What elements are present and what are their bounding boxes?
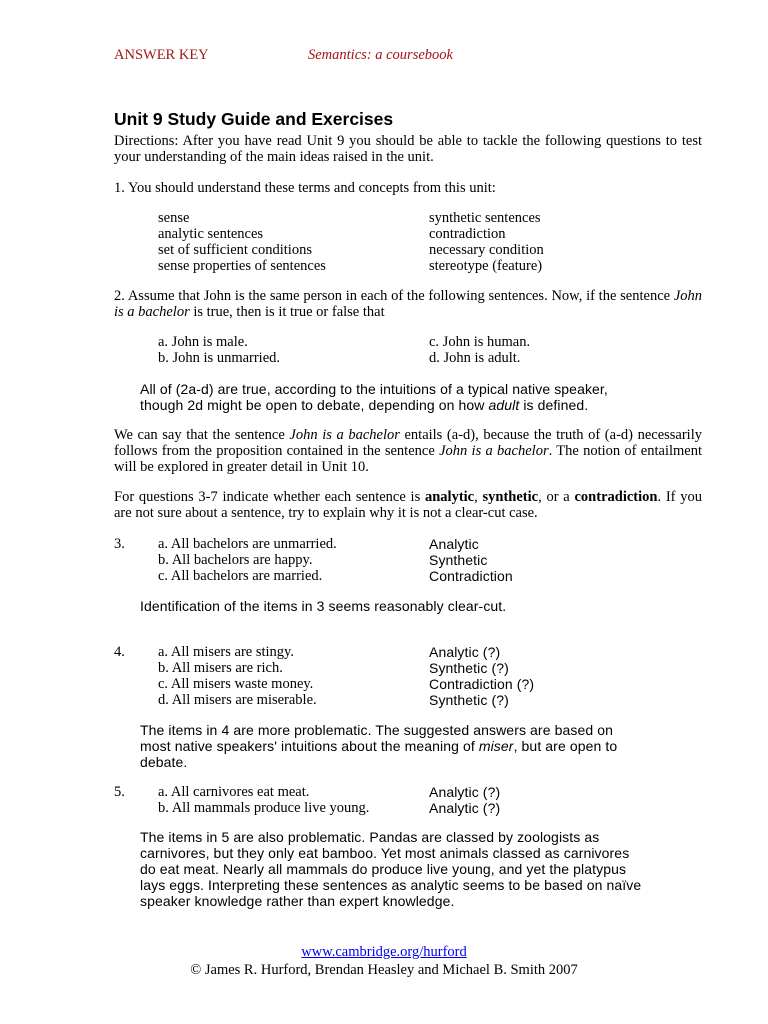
text: . The notion of entailment will be explored in greater detail in Unit 10. [114, 443, 702, 475]
q4-comment [140, 722, 617, 770]
bold-text: contradiction [574, 489, 658, 505]
q5-answers [429, 784, 500, 816]
q5-answer: Analytic (?) [429, 784, 501, 800]
q2-answer [140, 381, 608, 413]
term: contradiction [429, 226, 506, 242]
q4-comment-line: The items in 4 are more problematic. The suggested answers are based on [140, 722, 613, 738]
q2-item: d. John is adult. [429, 350, 521, 366]
text: We can say that the sentence [114, 427, 290, 443]
q5-comment-line: do eat meat. Nearly all mammals do produce live young, and yet the platypus [140, 861, 627, 877]
q4-comment-line [140, 738, 617, 754]
text: though 2d might be open to debate, depending on how [140, 397, 489, 413]
q5-items [158, 784, 369, 816]
text: , [474, 489, 483, 505]
footer-link-row [0, 944, 768, 960]
q2-item: a. John is male. [158, 334, 248, 350]
header-answer-key: ANSWER KEY [114, 47, 209, 63]
q4-item: b. All misers are rich. [158, 660, 283, 676]
italic-text: adult [488, 397, 520, 413]
question-5-number: 5. [114, 784, 125, 800]
footer-website-link[interactable]: www.cambridge.org/hurford [301, 944, 467, 960]
q2-prompt-part: is true, then is it true or false that [189, 304, 385, 320]
term: stereotype (feature) [429, 258, 543, 274]
q2-answer-line-2 [140, 397, 608, 413]
question-4-number: 4. [114, 644, 125, 660]
bold-text: synthetic [482, 489, 539, 505]
q4-answer: Synthetic (?) [429, 692, 509, 708]
q1-right-terms [429, 210, 544, 274]
italic-text: miser [478, 738, 514, 754]
q3-answer: Analytic [429, 536, 479, 552]
q3-answer: Contradiction [429, 568, 513, 584]
instructions-paragraph [114, 489, 702, 521]
q2-items-left [158, 334, 280, 366]
directions-paragraph: Directions: After you have read Unit 9 you should be able to tackle the following questions to test your understanding of the main ideas raised in the unit. [114, 133, 702, 165]
q5-item: b. All mammals produce live young. [158, 800, 370, 816]
q4-answer: Contradiction (?) [429, 676, 535, 692]
q4-item: c. All misers waste money. [158, 676, 314, 692]
q5-comment-line: lays eggs. Interpreting these sentences as analytic seems to be based on naïve [140, 877, 642, 893]
q5-comment-line: speaker knowledge rather than expert knowledge. [140, 893, 455, 909]
q5-comment [140, 829, 641, 909]
q3-item: b. All bachelors are happy. [158, 552, 313, 568]
q5-comment-line: The items in 5 are also problematic. Pandas are classed by zoologists as [140, 829, 600, 845]
q3-answer: Synthetic [429, 552, 488, 568]
q4-answer: Analytic (?) [429, 644, 501, 660]
q4-item: a. All misers are stingy. [158, 644, 294, 660]
italic-text: John is a bachelor [439, 443, 549, 459]
q5-answer: Analytic (?) [429, 800, 501, 816]
q3-items [158, 536, 337, 584]
text: , but are open to [513, 738, 618, 754]
term: necessary condition [429, 242, 544, 258]
q2-item: b. John is unmarried. [158, 350, 281, 366]
text: entails (a-d), because the truth of (a-d) necessarily follows from the proposition contained in the sentence [114, 427, 702, 459]
q2-item: c. John is human. [429, 334, 531, 350]
bold-text: analytic [424, 489, 475, 505]
q4-comment-line: debate. [140, 754, 188, 770]
q3-item: c. All bachelors are married. [158, 568, 323, 584]
q2-items-right [429, 334, 530, 366]
question-1-prompt: 1. You should understand these terms and concepts from this unit: [114, 180, 496, 196]
header-book-title: Semantics: a coursebook [308, 47, 453, 63]
q2-answer-line-1: All of (2a-d) are true, according to the intuitions of a typical native speaker, [140, 381, 608, 397]
q5-item: a. All carnivores eat meat. [158, 784, 310, 800]
q4-item: d. All misers are miserable. [158, 692, 317, 708]
q3-answers [429, 536, 513, 584]
entailment-paragraph [114, 427, 702, 475]
q3-comment: Identification of the items in 3 seems reasonably clear-cut. [140, 598, 507, 614]
q4-answer: Synthetic (?) [429, 660, 509, 676]
term: set of sufficient conditions [158, 242, 312, 258]
italic-text: John is a bachelor [289, 427, 400, 443]
q4-items [158, 644, 317, 708]
q3-item: a. All bachelors are unmarried. [158, 536, 337, 552]
term: analytic sentences [158, 226, 264, 242]
page-title: Unit 9 Study Guide and Exercises [114, 109, 394, 129]
q5-comment-line: carnivores, but they only eat bamboo. Yet most animals classed as carnivores [140, 845, 630, 861]
text: , or a [538, 489, 575, 505]
term: synthetic sentences [429, 210, 541, 226]
term: sense properties of sentences [158, 258, 326, 274]
text: . If you are not sure about a sentence, try to explain why it is not a clear-cut case. [114, 489, 702, 521]
q4-answers [429, 644, 534, 708]
question-3-number: 3. [114, 536, 125, 552]
footer-copyright: © James R. Hurford, Brendan Heasley and Michael B. Smith 2007 [190, 962, 578, 978]
question-2-prompt [114, 288, 702, 320]
text: For questions 3-7 indicate whether each sentence is [114, 489, 425, 505]
term: sense [158, 210, 190, 226]
q2-prompt-part: 2. Assume that John is the same person in each of the following sentences. Now, if the sentence [114, 288, 671, 304]
text: most native speakers' intuitions about the meaning of [140, 738, 479, 754]
text: is defined. [519, 397, 589, 413]
q1-left-terms [158, 210, 326, 274]
q2-prompt-italic: John is a bachelor [114, 288, 703, 320]
